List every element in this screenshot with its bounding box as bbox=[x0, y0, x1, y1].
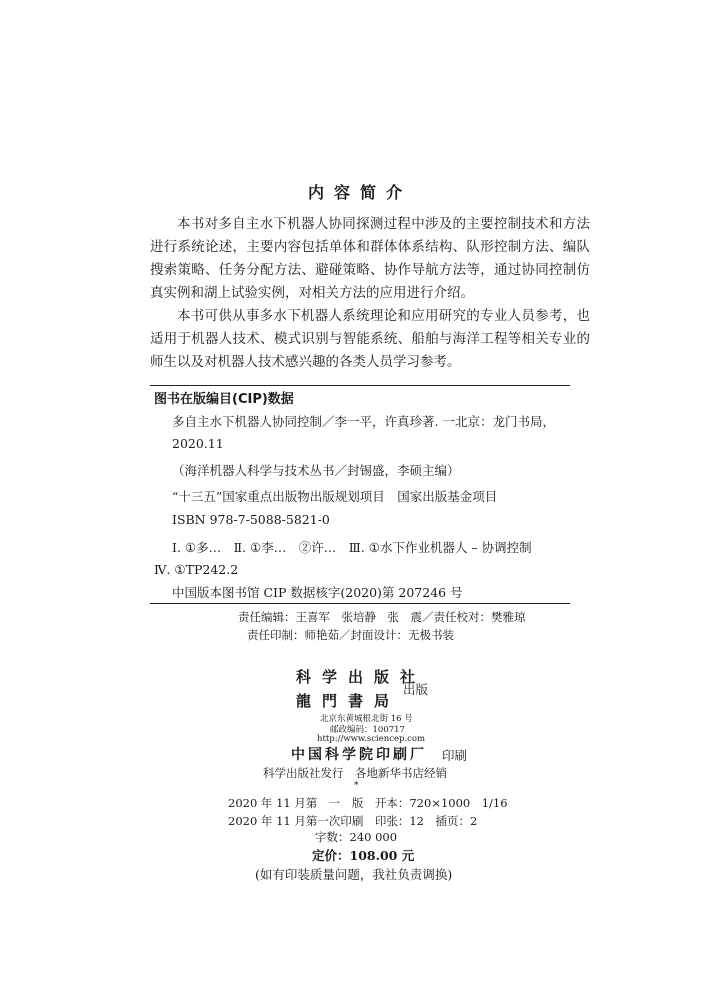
publisher-name-science-press: 科学出版社 bbox=[296, 668, 427, 686]
publisher-website: http://www.sciencep.com bbox=[317, 734, 426, 744]
edition-line: 2020 年 11 月第 一 版 开本：720×1000 1/16 bbox=[228, 796, 508, 810]
page-title: 内容简介 bbox=[307, 183, 412, 202]
cip-line-series: （海洋机器人科学与技术丛书／封锡盛，李硕主编） bbox=[172, 463, 460, 478]
cip-line-date: 2020.11 bbox=[172, 436, 224, 451]
printer-name: 中国科学院印刷厂 bbox=[291, 747, 427, 763]
publisher-address: 北京东黄城根北街 16 号 bbox=[320, 714, 413, 724]
separator-star: * bbox=[354, 781, 359, 791]
summary-body bbox=[150, 213, 590, 374]
staff-editors: 责任编辑：王喜军 张培静 张 震／责任校对：樊雅琼 bbox=[238, 610, 526, 624]
price: 定价：108.00 元 bbox=[312, 848, 415, 863]
summary-paragraph-2: 本书可供从事多水下机器人系统理论和应用研究的专业人员参考，也适用于机器人技术、模式识别与智能系统、船舶与海洋工程等相关专业的师生以及对机器人技术感兴趣的各类人员学习参考。 bbox=[150, 308, 590, 370]
cip-catalog-number: 中国版本图书馆 CIP 数据核字(2020)第 207246 号 bbox=[172, 585, 463, 600]
print-line: 2020 年 11 月第一次印刷 印张：12 插页：2 bbox=[228, 814, 478, 828]
published-label: 出版 bbox=[403, 682, 429, 697]
distribution-line: 科学出版社发行 各地新华书店经销 bbox=[263, 766, 447, 780]
publisher-postcode: 邮政编码：100717 bbox=[330, 725, 405, 735]
cip-line-title: 多自主水下机器人协同控制／李一平，许真珍著. 一北京：龙门书局， bbox=[172, 414, 555, 429]
cip-line-project: “十三五”国家重点出版物出版规划项目 国家出版基金项目 bbox=[172, 489, 498, 504]
publisher-name-longmen: 龍門書局 bbox=[296, 692, 401, 710]
cip-line-subject: Ⅰ. ①多… Ⅱ. ①李… ②许… Ⅲ. ①水下作业机器人 – 协调控制 bbox=[172, 540, 532, 555]
cip-top-rule bbox=[150, 385, 570, 386]
cip-bottom-rule bbox=[150, 603, 570, 604]
quality-notice: (如有印装质量问题，我社负责调换) bbox=[255, 867, 453, 882]
staff-production: 责任印制：师艳茹／封面设计：无极书装 bbox=[247, 628, 454, 642]
word-count: 字数：240 000 bbox=[315, 830, 398, 844]
printed-label: 印刷 bbox=[442, 748, 468, 763]
cip-line-isbn: ISBN 978-7-5088-5821-0 bbox=[172, 512, 330, 527]
cip-line-classification: Ⅳ. ①TP242.2 bbox=[154, 562, 239, 577]
summary-paragraph-1: 本书对多自主水下机器人协同探测过程中涉及的主要控制技术和方法进行系统论述，主要内容包括单体和群体体系结构、队形控制方法、编队搜索策略、任务分配方法、避碰策略、协作导航方法等，通过协同控制仿真实例和湖上试验实例，对相关方法的应用进行介绍。 bbox=[150, 216, 590, 301]
cip-heading: 图书在版编目(CIP)数据 bbox=[154, 392, 294, 407]
